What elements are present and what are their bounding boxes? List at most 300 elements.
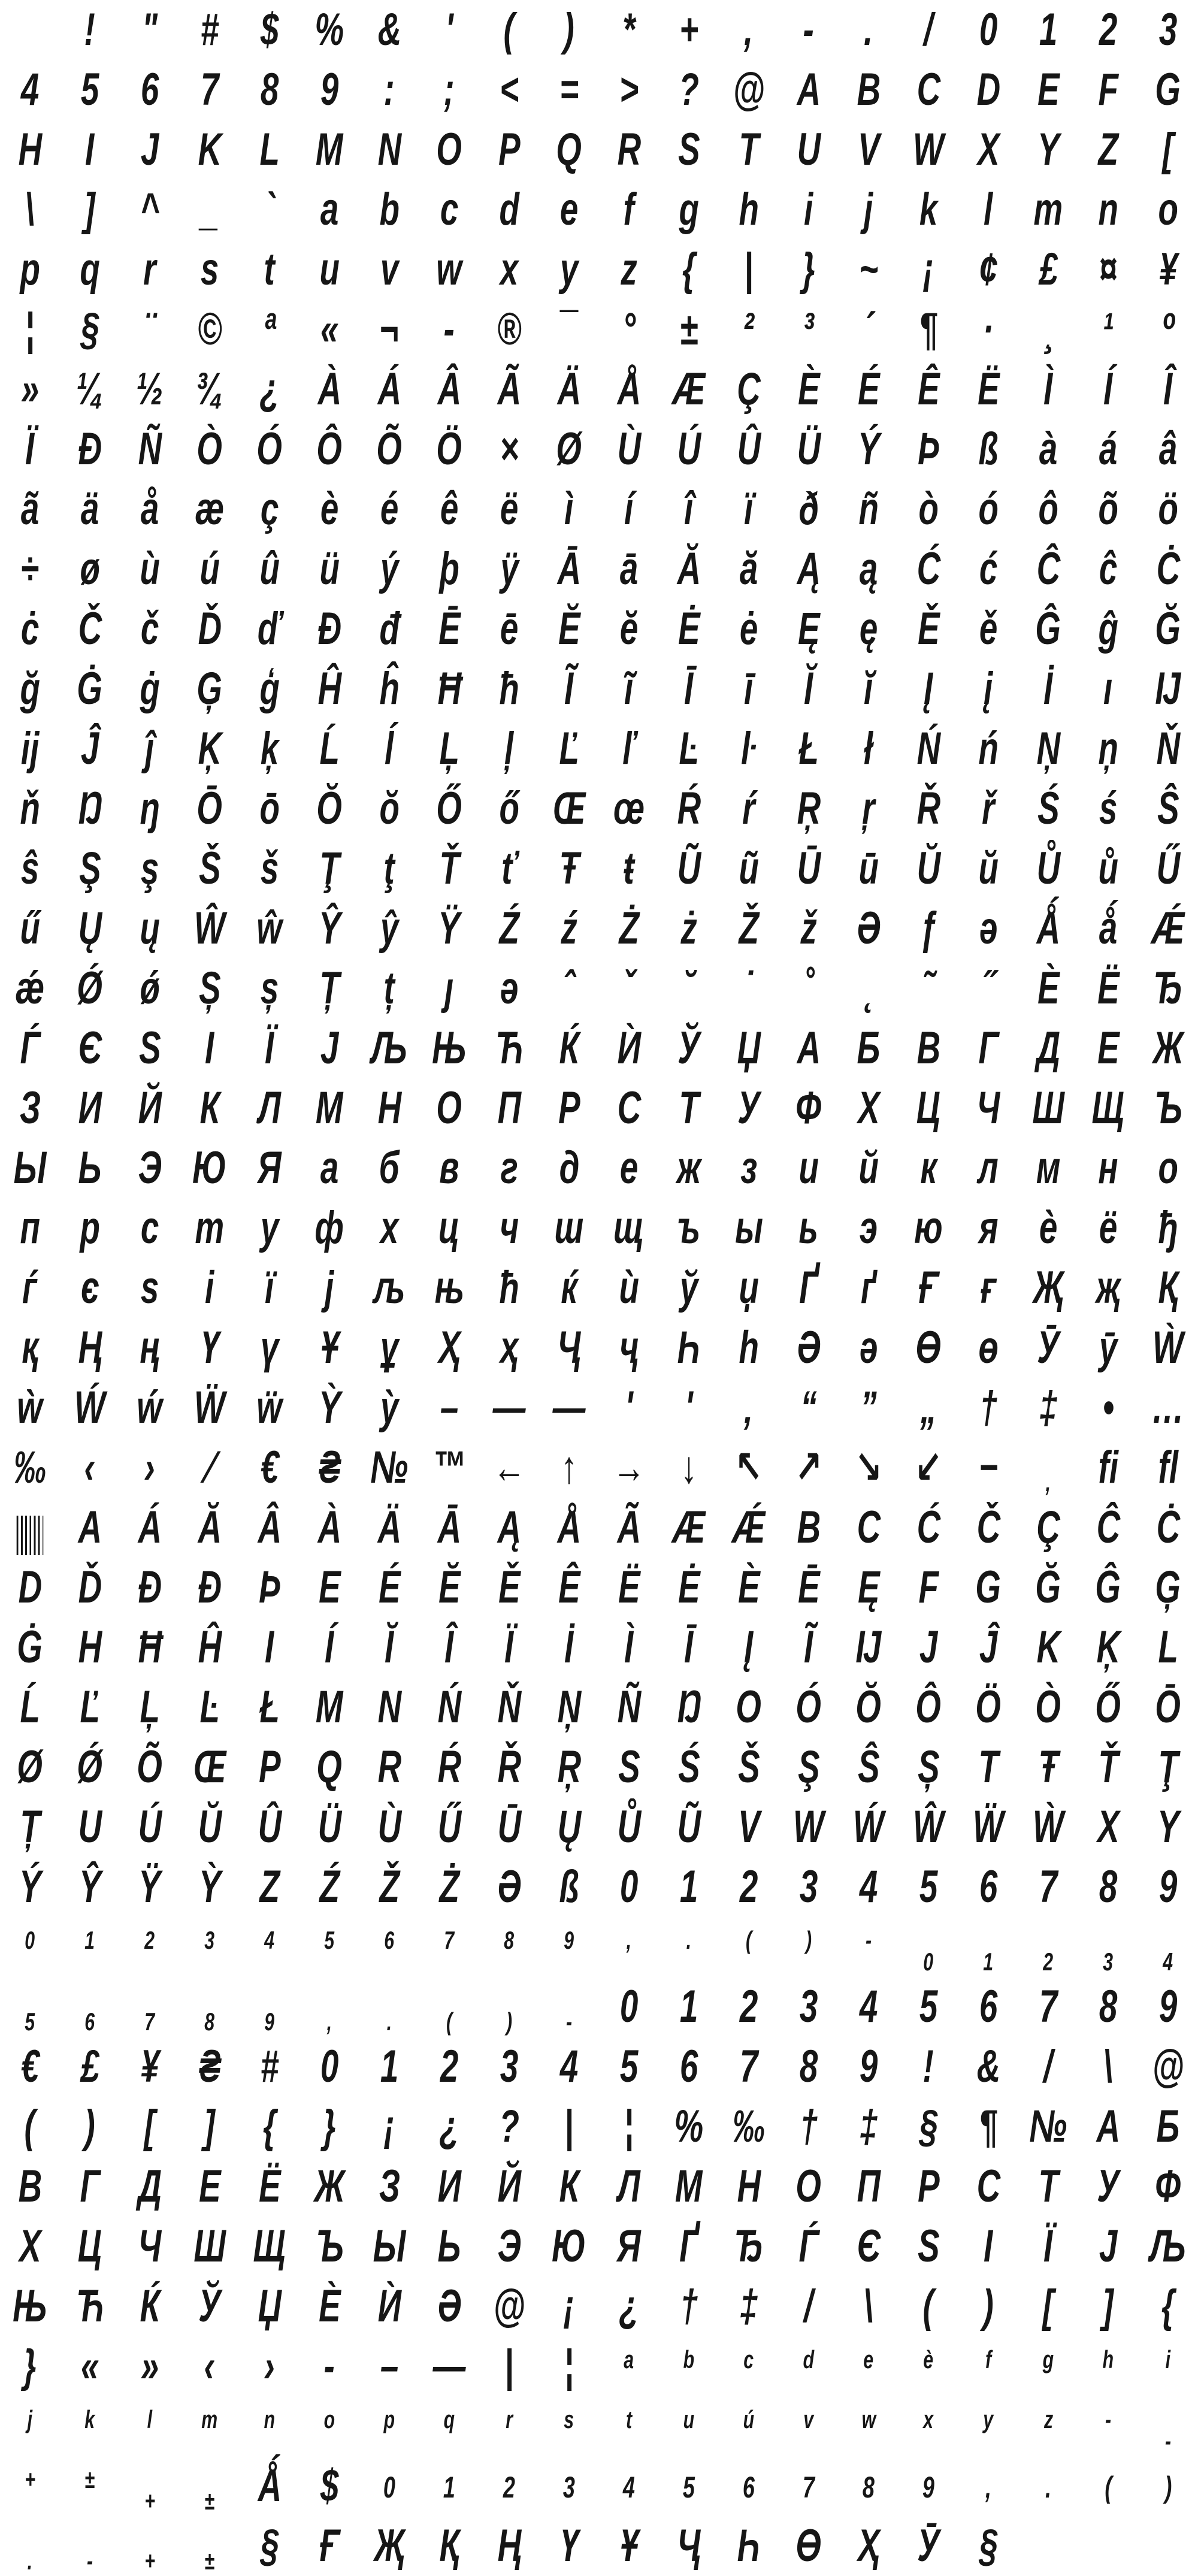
glyph-cell	[359, 1198, 419, 1258]
glyph: º	[1161, 304, 1174, 355]
glyph: \	[1103, 2041, 1113, 2092]
glyph: è	[923, 2345, 934, 2374]
glyph-cell	[958, 2217, 1018, 2276]
glyph: ¬	[380, 304, 399, 355]
glyph: N	[377, 1682, 401, 1733]
glyph: ź	[561, 903, 577, 954]
glyph: Ù	[617, 424, 641, 474]
glyph-cell	[1078, 1198, 1138, 1258]
glyph: 2	[739, 1861, 758, 1912]
glyph-cell	[1018, 659, 1078, 719]
glyph: É	[857, 364, 880, 415]
glyph: Û	[258, 1801, 282, 1852]
glyph-cell	[779, 1198, 839, 1258]
glyph-cell	[479, 839, 539, 899]
glyph-cell	[1018, 1797, 1078, 1857]
glyph: ĝ	[1098, 603, 1118, 654]
glyph: ù	[140, 543, 160, 594]
glyph: |	[744, 244, 754, 295]
glyph: Ĵ	[979, 1622, 998, 1673]
glyph-cell	[0, 2157, 60, 2217]
glyph: ì	[564, 483, 574, 534]
glyph: д	[559, 1142, 579, 1193]
glyph-cell	[120, 839, 180, 899]
glyph: d	[499, 184, 519, 235]
glyph-cell	[0, 60, 60, 120]
glyph: Ő	[1095, 1682, 1121, 1733]
glyph-cell	[60, 1258, 120, 1318]
glyph-cell	[539, 1198, 599, 1258]
glyph: ę	[859, 603, 878, 654]
glyph: ,	[1045, 1468, 1051, 1496]
glyph-cell	[719, 1318, 779, 1378]
glyph-cell	[120, 2217, 180, 2276]
glyph: О	[795, 2161, 822, 2212]
glyph-cell	[898, 1677, 958, 1737]
glyph-cell	[719, 1977, 779, 2037]
glyph: ẃ	[137, 1382, 163, 1433]
glyph: -	[443, 304, 455, 355]
glyph: E	[318, 1562, 341, 1613]
glyph-cell	[1018, 1498, 1078, 1558]
glyph: a	[624, 2345, 634, 2374]
glyph: ģ	[259, 663, 280, 714]
glyph-cell	[779, 719, 839, 779]
glyph: Ѕ	[138, 1023, 161, 1074]
glyph-cell	[659, 899, 719, 959]
glyph-cell	[1078, 1438, 1138, 1498]
glyph: №	[1029, 2101, 1067, 2152]
glyph: Ө	[795, 2520, 822, 2571]
glyph-cell	[719, 719, 779, 779]
glyph-cell	[300, 1318, 359, 1378]
glyph-cell	[479, 2097, 539, 2157]
glyph: џ	[739, 1262, 759, 1313]
glyph-cell	[240, 1977, 300, 2037]
glyph: 3	[562, 2471, 576, 2504]
glyph: †	[799, 2101, 818, 2152]
glyph: >	[619, 64, 639, 115]
glyph-cell	[180, 1977, 240, 2037]
glyph-cell	[659, 1617, 719, 1677]
glyph-cell	[300, 1018, 359, 1078]
glyph: Ğ	[1035, 1562, 1061, 1613]
glyph: Ћ	[495, 1023, 524, 1074]
glyph: Ҳ	[438, 1322, 461, 1373]
glyph-cell	[659, 1378, 719, 1438]
glyph: T	[978, 1741, 999, 1792]
glyph: .	[686, 1926, 692, 1954]
glyph-cell	[958, 839, 1018, 899]
glyph-cell	[240, 240, 300, 300]
glyph-cell	[1018, 2157, 1078, 2217]
glyph-cell	[300, 419, 359, 479]
glyph-cell	[539, 180, 599, 240]
glyph-cell	[659, 1438, 719, 1498]
glyph: Ë	[618, 1562, 640, 1613]
glyph-cell	[479, 60, 539, 120]
glyph-cell	[839, 779, 898, 839]
glyph-cell	[719, 1558, 779, 1617]
glyph-cell	[839, 1977, 898, 2037]
glyph: Ĳ	[855, 1622, 882, 1673]
glyph: ń	[978, 723, 999, 774]
glyph-cell	[1078, 359, 1138, 419]
glyph-cell	[180, 1018, 240, 1078]
glyph-cell	[0, 1198, 60, 1258]
glyph: p	[383, 2405, 395, 2433]
glyph: S	[677, 124, 700, 175]
glyph: Ă	[677, 543, 701, 594]
glyph: (	[24, 2101, 36, 2152]
glyph-cell	[1018, 1737, 1078, 1797]
glyph-cell	[120, 2037, 180, 2097]
glyph-cell	[599, 1078, 659, 1138]
glyph-cell	[419, 359, 479, 419]
glyph: 4	[622, 2471, 636, 2504]
glyph: ‹	[204, 2341, 216, 2391]
glyph: ‰	[13, 1442, 47, 1493]
glyph: қ	[22, 1322, 38, 1373]
glyph: ó	[978, 483, 999, 534]
glyph: »	[140, 2341, 159, 2391]
glyph-cell	[419, 1258, 479, 1318]
glyph-cell	[1078, 2516, 1138, 2576]
glyph-cell	[0, 180, 60, 240]
glyph-cell	[779, 1018, 839, 1078]
glyph-cell	[0, 2097, 60, 2157]
glyph-cell	[300, 719, 359, 779]
glyph-cell	[180, 1378, 240, 1438]
glyph-cell	[300, 2456, 359, 2516]
glyph-cell	[1138, 359, 1198, 419]
glyph: l	[984, 184, 993, 235]
glyph: ŧ	[623, 843, 635, 894]
glyph: {	[1161, 2281, 1175, 2332]
glyph-cell	[898, 2396, 958, 2456]
glyph-cell	[958, 1198, 1018, 1258]
glyph: Ť	[1098, 1741, 1118, 1792]
glyph-cell	[839, 539, 898, 599]
glyph-cell	[898, 959, 958, 1018]
glyph-cell	[300, 2157, 359, 2217]
glyph-cell	[539, 719, 599, 779]
glyph: U	[78, 1801, 102, 1852]
glyph: Ț	[319, 963, 340, 1014]
glyph: r	[143, 244, 156, 295]
glyph-cell	[359, 719, 419, 779]
glyph-cell	[1018, 1318, 1078, 1378]
glyph-cell	[1018, 959, 1078, 1018]
glyph: Ë	[977, 364, 1000, 415]
glyph-cell	[599, 1917, 659, 1977]
glyph-cell	[180, 1917, 240, 1977]
glyph: Ģ	[196, 663, 223, 714]
glyph: ŕ	[742, 783, 755, 834]
glyph: ”	[860, 1382, 877, 1433]
glyph-cell	[120, 2097, 180, 2157]
glyph-cell	[659, 539, 719, 599]
glyph: п	[20, 1202, 40, 1253]
glyph: x	[923, 2405, 934, 2433]
glyph-cell	[958, 719, 1018, 779]
glyph: Ŀ	[679, 723, 699, 774]
glyph: Щ	[253, 2221, 286, 2272]
glyph: Ĉ	[1096, 1502, 1120, 1553]
glyph: ű	[20, 903, 40, 954]
glyph-cell	[0, 599, 60, 659]
glyph-cell	[539, 1258, 599, 1318]
glyph-cell	[479, 120, 539, 180]
glyph-cell	[180, 2097, 240, 2157]
glyph: А	[1096, 2101, 1120, 2152]
glyph-cell	[1138, 539, 1198, 599]
glyph-cell	[359, 300, 419, 359]
glyph: ђ	[1158, 1202, 1178, 1253]
glyph-cell	[479, 2456, 539, 2516]
glyph-cell	[180, 719, 240, 779]
glyph: D	[976, 64, 1000, 115]
glyph-cell	[359, 2336, 419, 2396]
glyph: Y	[1037, 124, 1060, 175]
glyph-cell	[240, 1138, 300, 1198]
glyph: Ő	[436, 783, 462, 834]
glyph-cell	[539, 1857, 599, 1917]
glyph: С	[976, 2161, 1000, 2212]
glyph-cell	[479, 1737, 539, 1797]
glyph: Á	[377, 364, 401, 415]
glyph-cell	[958, 659, 1018, 719]
glyph-cell	[1138, 120, 1198, 180]
glyph-cell	[719, 1438, 779, 1498]
glyph: ¶	[979, 2101, 998, 2152]
glyph: Ұ	[320, 1322, 339, 1373]
glyph-cell	[359, 419, 419, 479]
glyph-cell	[359, 180, 419, 240]
glyph-cell	[419, 2336, 479, 2396]
glyph-cell	[1018, 2516, 1078, 2576]
glyph: 1	[443, 2471, 456, 2504]
glyph-cell	[300, 2097, 359, 2157]
glyph: Ò	[196, 424, 223, 474]
glyph-cell	[120, 1797, 180, 1857]
glyph: ğ	[20, 663, 40, 714]
glyph: ←	[492, 1442, 526, 1493]
glyph-cell	[300, 659, 359, 719]
glyph: Þ	[917, 424, 940, 474]
glyph-cell	[120, 1977, 180, 2037]
glyph-cell	[300, 2336, 359, 2396]
glyph-cell	[1078, 2456, 1138, 2516]
glyph: л	[978, 1142, 999, 1193]
glyph: A	[78, 1502, 102, 1553]
glyph-cell	[898, 60, 958, 120]
glyph: 9	[859, 2041, 878, 2092]
glyph-cell	[359, 1797, 419, 1857]
glyph-cell	[1018, 120, 1078, 180]
glyph-cell	[839, 2217, 898, 2276]
glyph-cell	[1078, 1977, 1138, 2037]
glyph: р	[80, 1202, 100, 1253]
glyph-cell	[419, 479, 479, 539]
glyph-cell	[180, 1857, 240, 1917]
glyph: Љ	[1150, 2221, 1186, 2272]
glyph: ¹	[1102, 304, 1114, 355]
glyph-cell	[599, 1018, 659, 1078]
glyph-cell	[599, 1318, 659, 1378]
glyph: Í	[1103, 364, 1113, 415]
glyph-cell	[1138, 2336, 1198, 2396]
glyph-cell	[779, 120, 839, 180]
glyph-cell	[1078, 0, 1138, 60]
glyph-cell	[958, 599, 1018, 659]
glyph-cell	[0, 1617, 60, 1677]
glyph-cell	[60, 1378, 120, 1438]
glyph-cell	[659, 240, 719, 300]
glyph: K	[1036, 1622, 1060, 1673]
glyph-cell	[898, 300, 958, 359]
glyph: “	[800, 1382, 817, 1433]
glyph-cell	[898, 1857, 958, 1917]
glyph: Н	[377, 1083, 401, 1133]
glyph: ĩ	[624, 663, 634, 714]
glyph-cell	[719, 1078, 779, 1138]
glyph: я	[978, 1202, 999, 1253]
glyph-cell	[599, 2097, 659, 2157]
glyph: g	[679, 184, 699, 235]
glyph: Ц	[916, 1083, 940, 1133]
glyph: К	[559, 2161, 579, 2212]
glyph: њ	[434, 1262, 464, 1313]
glyph: ž	[800, 903, 817, 954]
glyph: →	[612, 1442, 646, 1493]
glyph-cell	[719, 2276, 779, 2336]
glyph-cell	[958, 120, 1018, 180]
glyph: Г	[978, 1023, 999, 1074]
glyph-cell	[958, 240, 1018, 300]
glyph: Ē	[797, 1562, 820, 1613]
glyph: җ	[1096, 1262, 1121, 1313]
glyph-cell	[659, 2336, 719, 2396]
glyph: C	[916, 64, 940, 115]
glyph: x	[500, 244, 519, 295]
glyph: f	[985, 2345, 992, 2374]
glyph: ч	[500, 1202, 519, 1253]
glyph: Ǽ	[1151, 903, 1185, 954]
glyph: $	[260, 4, 279, 55]
glyph-cell	[419, 959, 479, 1018]
glyph: Қ	[439, 2520, 459, 2571]
glyph-cell	[1138, 719, 1198, 779]
glyph-cell	[659, 2217, 719, 2276]
glyph-cell	[719, 2336, 779, 2396]
glyph: 5	[919, 1861, 938, 1912]
glyph-cell	[1078, 1857, 1138, 1917]
glyph-cell	[779, 959, 839, 1018]
glyph: :	[383, 64, 395, 115]
glyph-cell	[60, 1737, 120, 1797]
glyph: }	[23, 2341, 37, 2391]
glyph-cell	[180, 2456, 240, 2516]
glyph-cell	[419, 1617, 479, 1677]
glyph: Ѐ	[318, 2281, 341, 2332]
glyph: ļ	[504, 723, 514, 774]
glyph: è	[320, 483, 339, 534]
glyph-cell	[958, 1677, 1018, 1737]
glyph-cell	[479, 0, 539, 60]
glyph-cell	[180, 839, 240, 899]
glyph: È	[797, 364, 820, 415]
glyph-cell	[839, 2396, 898, 2456]
glyph: č	[140, 603, 159, 654]
glyph: {	[263, 2101, 276, 2152]
glyph: Р	[917, 2161, 940, 2212]
glyph-cell	[958, 2456, 1018, 2516]
glyph-cell	[719, 1857, 779, 1917]
glyph-cell	[240, 539, 300, 599]
glyph-cell	[839, 1378, 898, 1438]
glyph: Ӯ	[1037, 1322, 1060, 1373]
glyph: И	[437, 2161, 461, 2212]
glyph: 3	[1158, 4, 1178, 55]
glyph-cell	[359, 479, 419, 539]
glyph-cell	[359, 839, 419, 899]
glyph: Д	[1036, 1023, 1060, 1074]
glyph-cell	[539, 779, 599, 839]
glyph-cell	[60, 2516, 120, 2576]
glyph: N	[377, 124, 401, 175]
glyph-cell	[958, 779, 1018, 839]
glyph-cell	[419, 0, 479, 60]
glyph: Ý	[19, 1861, 41, 1912]
glyph-cell	[120, 1677, 180, 1737]
glyph: 2	[1043, 1948, 1054, 1976]
glyph: 4	[264, 1926, 275, 1954]
glyph: ¦	[25, 304, 35, 355]
glyph: И	[78, 1083, 102, 1133]
glyph-cell	[1078, 1617, 1138, 1677]
glyph: Ř	[916, 783, 940, 834]
glyph-cell	[419, 1318, 479, 1378]
glyph-cell	[599, 2396, 659, 2456]
glyph-cell	[120, 1498, 180, 1558]
glyph-cell	[719, 959, 779, 1018]
glyph: 1	[84, 1926, 95, 1954]
glyph: £	[1039, 244, 1058, 295]
glyph-cell	[359, 1617, 419, 1677]
glyph: j	[27, 2405, 33, 2433]
glyph: <	[500, 64, 519, 115]
glyph-cell	[0, 839, 60, 899]
glyph-cell	[240, 779, 300, 839]
glyph: Ŗ	[797, 783, 821, 834]
glyph: V	[857, 124, 880, 175]
glyph-cell	[0, 779, 60, 839]
glyph: _	[200, 184, 219, 235]
glyph-cell	[958, 1737, 1018, 1797]
glyph-cell	[659, 1857, 719, 1917]
glyph-cell	[898, 1258, 958, 1318]
glyph-cell	[1078, 300, 1138, 359]
glyph-cell	[719, 2217, 779, 2276]
glyph-cell	[1018, 899, 1078, 959]
glyph-cell	[479, 1917, 539, 1977]
glyph: ż	[680, 903, 697, 954]
glyph: Ĉ	[1036, 543, 1060, 594]
glyph-cell	[359, 599, 419, 659]
glyph: ќ	[561, 1262, 577, 1313]
glyph-cell	[120, 0, 180, 60]
